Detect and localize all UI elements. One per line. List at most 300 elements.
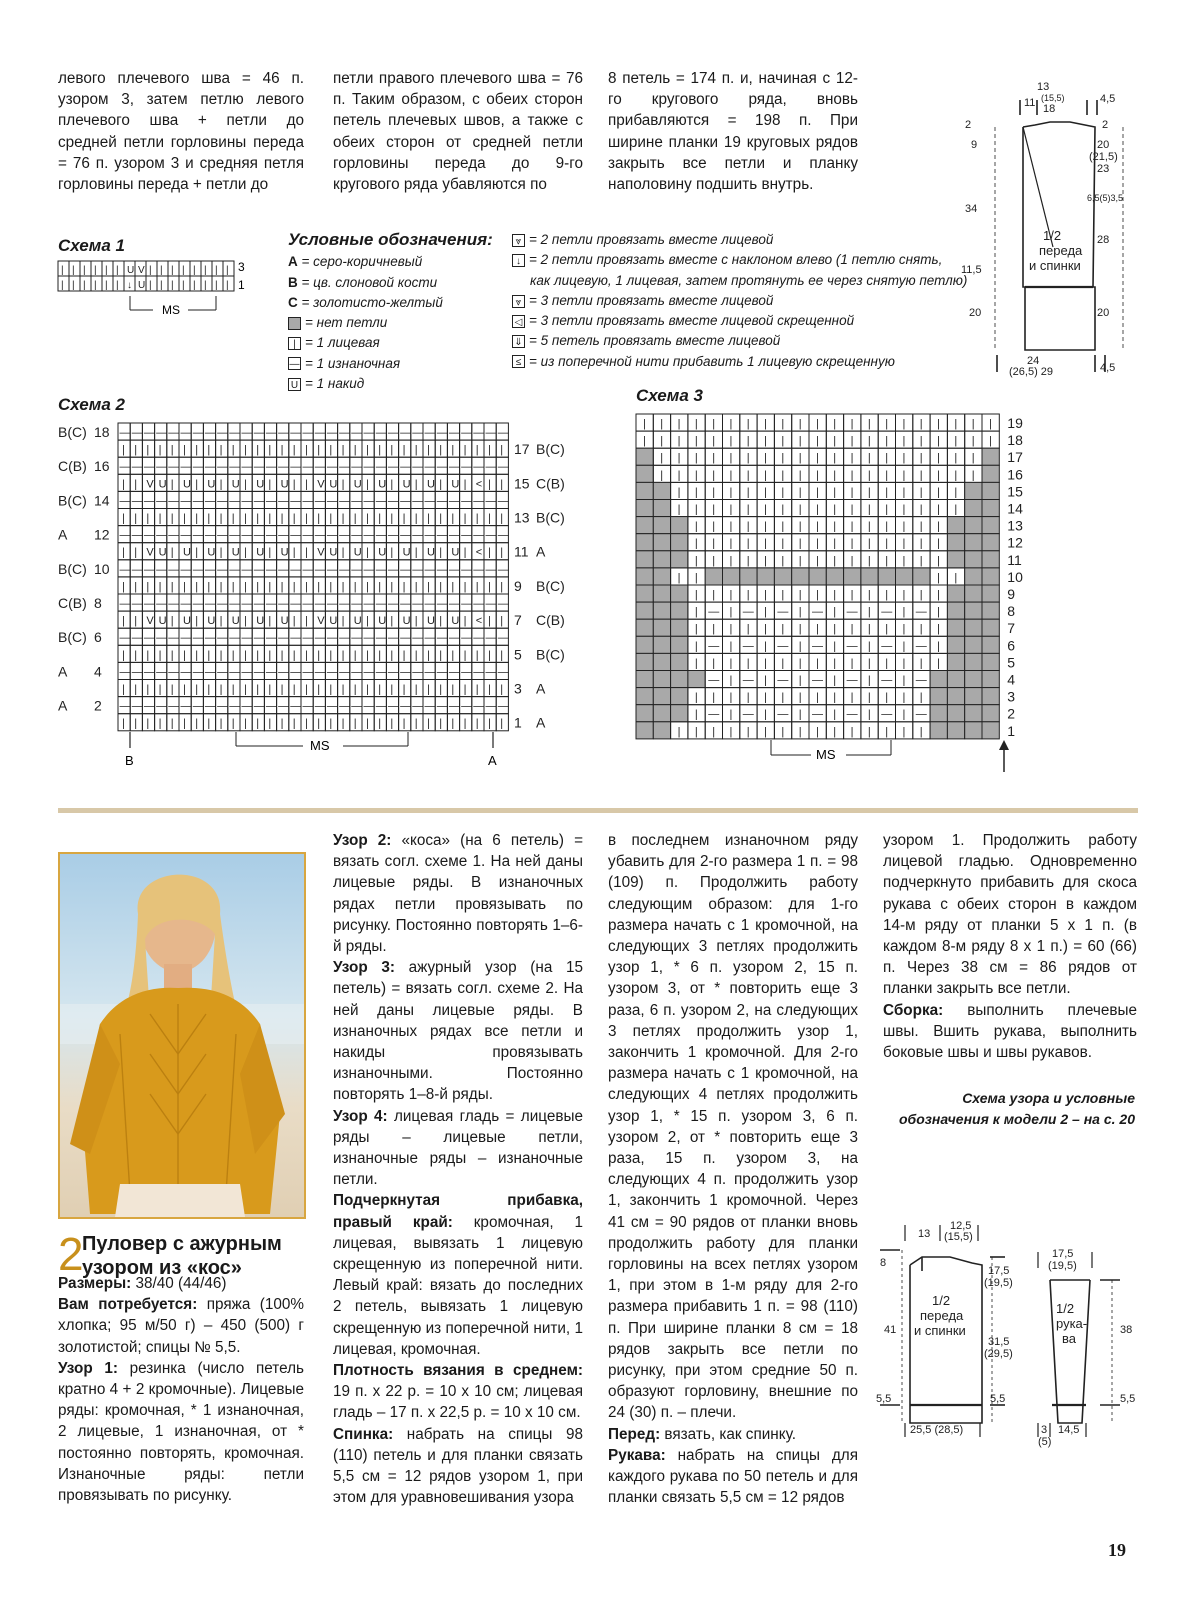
- svg-text:—: —: [156, 427, 168, 439]
- svg-text:|: |: [61, 265, 64, 276]
- svg-text:|: |: [850, 469, 854, 482]
- svg-text:|: |: [643, 418, 646, 430]
- svg-text:|: |: [677, 571, 681, 584]
- svg-text:|: |: [317, 683, 321, 696]
- svg-text:|: |: [317, 717, 321, 730]
- svg-text:—: —: [375, 632, 387, 645]
- a3-p0: в последнем изнаночном ряду убавить для 2-го размера 1 п. = 98 (109) п. Продолжить работу следующим образом: для 1-го размера начать с 1 кромочной, на следующих 3 петлях продолжить узор 1, * 6 п. узором 2, 15 п. узором 3, от * повторить еще 3 раза, 6 п. узором 2, на следующих 3 петлях продолжить узор 1, закончить 1 кромочной. Для 2-го размера начать с 1 кромочной, на следующих 4 петлях продолжить узор 1, * 15 п. узором 3, 6 п. узором 2, от * повторить еще 3 раза, 15 п. узором 3, на следующих 4 п. продолжить узор 1, закончить 1 кромочной. Через 41 см = 90 рядов от планки вновь продолжить работу для планки горловины на всех петлях узором 1, при этом в 1-м ряду для 2-го размера прибавить 1 п. = 98 (110) п. При ширине планки 8 см = 18 рядов закрыть все петли по рисунку, при этом средние 50 п. образуют горловину, внешние по 24 (30) п. – плечи.: [608, 832, 858, 1422]
- svg-text:—: —: [119, 700, 131, 713]
- s2-right-color: A: [536, 543, 546, 560]
- svg-text:|: |: [414, 683, 418, 696]
- svg-text:|: |: [414, 615, 418, 628]
- svg-text:U: U: [451, 546, 460, 559]
- a3-p2: Рукава: набрать на спицы для каждого рукава по 50 петель и для планки связать 5,5 см = 12 рядов: [608, 1446, 858, 1507]
- svg-text:—: —: [326, 495, 338, 508]
- svg-text:—: —: [461, 666, 473, 679]
- svg-text:—: —: [448, 700, 460, 713]
- svg-text:—: —: [461, 563, 473, 576]
- svg-text:|: |: [764, 435, 767, 448]
- svg-text:|: |: [712, 486, 716, 499]
- svg-text:|: |: [488, 580, 491, 593]
- legend-ssk: ↓ = 2 петли провязать вместе с наклоном влево (1 петлю снять,: [512, 250, 972, 270]
- svg-text:|: |: [816, 435, 819, 448]
- svg-text:|: |: [781, 503, 785, 516]
- svg-text:|: |: [329, 649, 333, 662]
- svg-text:|: |: [500, 478, 504, 491]
- svg-text:—: —: [473, 495, 485, 508]
- s2-right-color: A: [536, 714, 546, 731]
- s2-right-color: C(B): [536, 475, 565, 492]
- svg-text:—: —: [485, 700, 497, 713]
- svg-text:U: U: [158, 478, 167, 491]
- svg-text:—: —: [846, 708, 858, 721]
- svg-text:—: —: [461, 461, 473, 474]
- svg-text:|: |: [170, 717, 174, 730]
- svg-text:|: |: [712, 435, 716, 448]
- svg-text:|: |: [694, 503, 698, 516]
- svg-text:|: |: [329, 683, 333, 696]
- svg-text:—: —: [497, 461, 509, 474]
- svg-text:—: —: [375, 529, 387, 542]
- svg-text:|: |: [390, 512, 394, 525]
- svg-text:|: |: [954, 571, 958, 584]
- svg-text:|: |: [781, 469, 785, 482]
- svg-text:|: |: [816, 657, 819, 670]
- svg-text:|: |: [937, 418, 940, 430]
- svg-text:—: —: [143, 632, 155, 645]
- svg-text:|: |: [366, 444, 369, 457]
- svg-text:|: |: [694, 469, 698, 482]
- svg-text:—: —: [204, 598, 216, 610]
- p2-right-55: 5,5: [990, 1393, 1006, 1405]
- a2-p3: Подчеркнутая прибавка, правый край: кромочная, 1 лицевая, вывязать 1 лицевую скрещенную из поперечной нити. Левый край: вязать до последних 2 петель, вывязать 1 лицевую скрещенную из поперечной нити, 1 лицевая, кромочная.: [333, 1192, 583, 1358]
- svg-text:—: —: [448, 461, 460, 474]
- svg-text:|: |: [816, 520, 819, 533]
- svg-text:—: —: [497, 666, 509, 679]
- pattern2-size-diagram: [876, 1215, 1150, 1455]
- svg-text:|: |: [798, 554, 802, 567]
- p1-left-34: 34: [965, 203, 978, 215]
- svg-text:|: |: [219, 683, 223, 696]
- svg-text:|: |: [729, 657, 733, 670]
- svg-text:|: |: [329, 512, 333, 525]
- p1-top-45: 4,5: [1100, 93, 1116, 105]
- svg-text:U: U: [378, 478, 387, 491]
- svg-text:|: |: [885, 537, 889, 550]
- svg-text:|: |: [660, 452, 664, 465]
- svg-text:|: |: [158, 717, 162, 730]
- svg-text:—: —: [812, 640, 823, 653]
- svg-text:|: |: [833, 469, 837, 482]
- legend-k2tog: ⩔ = 2 петли провязать вместе лицевой: [512, 230, 972, 250]
- svg-text:|: |: [781, 657, 785, 670]
- svg-text:|: |: [305, 615, 308, 628]
- svg-text:—: —: [302, 598, 314, 610]
- svg-text:|: |: [116, 280, 119, 291]
- svg-text:—: —: [326, 700, 338, 713]
- svg-text:|: |: [195, 580, 199, 593]
- svg-text:|: |: [712, 452, 716, 465]
- svg-text:|: |: [134, 444, 138, 457]
- section-divider: [58, 808, 1138, 813]
- svg-text:U: U: [138, 280, 146, 291]
- svg-text:U: U: [427, 546, 435, 559]
- svg-text:|: |: [488, 717, 491, 730]
- svg-text:—: —: [204, 700, 216, 713]
- svg-text:|: |: [746, 469, 750, 482]
- svg-text:|: |: [280, 649, 284, 662]
- svg-text:|: |: [816, 418, 819, 430]
- svg-text:|: |: [475, 580, 479, 593]
- legend-knit: | = 1 лицевая: [288, 333, 518, 353]
- svg-text:—: —: [846, 606, 858, 619]
- svg-text:|: |: [317, 649, 321, 662]
- svg-text:|: |: [781, 435, 785, 448]
- svg-text:—: —: [180, 598, 192, 610]
- svg-text:|: |: [902, 520, 906, 533]
- svg-text:|: |: [244, 717, 247, 730]
- svg-text:—: —: [192, 598, 204, 610]
- svg-text:|: |: [500, 546, 504, 559]
- s2-right-num: 3: [514, 680, 522, 697]
- svg-text:|: |: [919, 520, 923, 533]
- svg-text:—: —: [156, 495, 168, 508]
- svg-text:|: |: [193, 265, 196, 276]
- svg-text:|: |: [729, 486, 733, 499]
- svg-text:|: |: [463, 580, 467, 593]
- svg-text:|: |: [451, 683, 455, 696]
- svg-text:|: |: [867, 435, 871, 448]
- svg-text:|: |: [193, 280, 196, 291]
- p2-sleeve-label-1: 1/2: [1056, 1301, 1075, 1316]
- p2-sleeve-b5: (5): [1038, 1436, 1052, 1448]
- svg-text:|: |: [902, 674, 906, 687]
- svg-text:|: |: [712, 589, 716, 601]
- svg-text:|: |: [954, 452, 958, 465]
- svg-text:|: |: [694, 435, 698, 448]
- svg-text:|: |: [764, 589, 767, 601]
- svg-text:U: U: [207, 478, 216, 491]
- svg-text:|: |: [231, 649, 235, 662]
- svg-text:|: |: [677, 452, 681, 465]
- svg-text:—: —: [119, 563, 131, 576]
- svg-text:|: |: [390, 649, 394, 662]
- svg-text:—: —: [485, 461, 497, 474]
- svg-text:—: —: [375, 427, 387, 439]
- svg-text:|: |: [902, 418, 906, 430]
- svg-text:|: |: [439, 444, 443, 457]
- svg-text:|: |: [885, 725, 889, 738]
- svg-text:|: |: [694, 486, 698, 499]
- svg-text:—: —: [217, 563, 229, 576]
- s2-left-color: B(C): [58, 629, 87, 646]
- svg-text:—: —: [326, 666, 338, 679]
- svg-text:—: —: [375, 563, 387, 576]
- svg-text:—: —: [278, 529, 290, 542]
- article-heading: Пуловер с ажурным узором из «кос»: [82, 1233, 282, 1279]
- svg-text:|: |: [729, 418, 733, 430]
- svg-text:|: |: [463, 546, 467, 559]
- svg-text:—: —: [387, 427, 399, 439]
- s3-row-label: 11: [1007, 551, 1022, 568]
- svg-text:|: |: [781, 725, 785, 738]
- svg-text:|: |: [256, 683, 260, 696]
- svg-text:|: |: [816, 452, 819, 465]
- svg-text:|: |: [781, 486, 785, 499]
- svg-text:|: |: [146, 649, 150, 662]
- svg-text:|: |: [451, 717, 455, 730]
- svg-text:—: —: [119, 632, 131, 645]
- svg-text:—: —: [436, 563, 448, 576]
- svg-text:|: |: [204, 280, 207, 291]
- svg-text:—: —: [461, 427, 473, 439]
- svg-text:—: —: [143, 427, 155, 439]
- svg-text:|: |: [850, 418, 854, 430]
- svg-text:|: |: [195, 546, 199, 559]
- svg-text:|: |: [341, 649, 345, 662]
- svg-text:—: —: [229, 529, 241, 542]
- svg-text:|: |: [816, 486, 819, 499]
- svg-text:—: —: [708, 640, 720, 653]
- svg-text:|: |: [219, 717, 223, 730]
- svg-text:|: |: [341, 478, 345, 491]
- svg-text:|: |: [729, 725, 733, 738]
- svg-text:|: |: [149, 265, 152, 276]
- svg-text:|: |: [292, 512, 296, 525]
- svg-text:|: |: [219, 444, 223, 457]
- svg-text:|: |: [694, 606, 698, 619]
- model-note: Схема узора и условные обозначения к модели 2 – на с. 20: [899, 1090, 1135, 1127]
- svg-text:—: —: [363, 632, 375, 645]
- svg-text:|: |: [122, 478, 125, 491]
- svg-text:|: |: [816, 589, 819, 601]
- a2-p0: Узор 2: «коса» (на 6 петель) = вязать согл. схеме 1. На ней даны лицевые ряды. В изнаночных рядах петли провязывать по рисунку. Постоянно повторять 1–6-й ряды.: [333, 832, 584, 956]
- svg-text:|: |: [244, 478, 247, 491]
- svg-text:—: —: [302, 666, 314, 679]
- svg-text:|: |: [694, 520, 698, 533]
- svg-text:|: |: [902, 725, 906, 738]
- svg-text:|: |: [781, 418, 785, 430]
- svg-text:|: |: [902, 589, 906, 601]
- svg-text:|: |: [463, 717, 467, 730]
- svg-text:—: —: [314, 666, 326, 679]
- s3-row-label: 17: [1007, 449, 1023, 466]
- svg-text:—: —: [400, 495, 412, 508]
- svg-text:|: |: [833, 452, 837, 465]
- svg-text:|: |: [694, 537, 698, 550]
- svg-text:—: —: [204, 632, 216, 645]
- svg-text:|: |: [183, 444, 186, 457]
- svg-text:|: |: [694, 418, 698, 430]
- svg-text:|: |: [937, 435, 940, 448]
- svg-text:|: |: [268, 580, 272, 593]
- svg-text:—: —: [265, 700, 277, 713]
- svg-text:—: —: [241, 461, 253, 474]
- svg-text:U: U: [451, 478, 460, 491]
- svg-text:—: —: [326, 529, 338, 542]
- schema3-grid: [636, 410, 1056, 780]
- svg-text:|: |: [729, 469, 733, 482]
- svg-text:—: —: [387, 461, 399, 474]
- svg-text:|: |: [488, 478, 491, 491]
- svg-text:U: U: [158, 615, 167, 628]
- svg-text:|: |: [867, 486, 871, 499]
- svg-text:|: |: [195, 512, 199, 525]
- svg-text:|: |: [183, 512, 186, 525]
- svg-text:—: —: [387, 598, 399, 610]
- svg-text:—: —: [217, 666, 229, 679]
- svg-text:|: |: [317, 512, 321, 525]
- svg-text:|: |: [937, 537, 940, 550]
- svg-text:|: |: [341, 444, 345, 457]
- svg-text:—: —: [119, 666, 131, 679]
- svg-text:—: —: [424, 598, 436, 610]
- svg-text:|: |: [341, 683, 345, 696]
- svg-text:—: —: [265, 632, 277, 645]
- k2tog-icon: ⩔: [512, 234, 525, 247]
- svg-text:|: |: [937, 520, 940, 533]
- svg-text:—: —: [473, 700, 485, 713]
- svg-text:—: —: [326, 632, 338, 645]
- svg-text:|: |: [83, 280, 86, 291]
- svg-text:—: —: [168, 495, 180, 508]
- svg-text:|: |: [729, 435, 733, 448]
- svg-text:|: |: [919, 435, 923, 448]
- svg-text:|: |: [764, 520, 767, 533]
- svg-text:|: |: [850, 657, 854, 670]
- svg-text:—: —: [156, 598, 168, 610]
- svg-text:|: |: [256, 717, 260, 730]
- svg-text:|: |: [833, 554, 837, 567]
- svg-text:—: —: [217, 632, 229, 645]
- svg-text:—: —: [424, 495, 436, 508]
- svg-text:U: U: [353, 546, 362, 559]
- a1-sizes: Размеры: 38/40 (44/46): [58, 1275, 227, 1292]
- svg-text:|: |: [919, 691, 923, 704]
- svg-text:|: |: [439, 478, 443, 491]
- svg-text:—: —: [204, 529, 216, 542]
- svg-text:—: —: [302, 700, 314, 713]
- svg-text:—: —: [708, 674, 720, 687]
- s3-row-label: 12: [1007, 534, 1023, 551]
- p1-left-2: 2: [965, 119, 972, 131]
- p2-top-155: (15,5): [944, 1231, 973, 1243]
- svg-text:—: —: [253, 461, 265, 474]
- svg-text:|: |: [729, 623, 733, 636]
- svg-text:—: —: [461, 529, 473, 542]
- svg-text:|: |: [170, 615, 174, 628]
- svg-text:|: |: [694, 691, 698, 704]
- svg-text:|: |: [919, 554, 923, 567]
- svg-text:|: |: [937, 606, 940, 619]
- svg-text:|: |: [170, 580, 174, 593]
- svg-text:|: |: [902, 708, 906, 721]
- svg-text:—: —: [278, 563, 290, 576]
- svg-text:|: |: [764, 640, 767, 653]
- svg-text:—: —: [473, 529, 485, 542]
- svg-text:—: —: [302, 529, 314, 542]
- svg-text:|: |: [268, 615, 272, 628]
- svg-text:|: |: [463, 512, 467, 525]
- svg-text:|: |: [305, 478, 308, 491]
- svg-text:|: |: [94, 265, 97, 276]
- svg-text:—: —: [339, 461, 351, 474]
- svg-text:|: |: [746, 623, 750, 636]
- svg-text:—: —: [485, 495, 497, 508]
- svg-text:—: —: [400, 632, 412, 645]
- svg-text:|: |: [402, 580, 406, 593]
- svg-text:|: |: [798, 606, 802, 619]
- p1-right-28: 28: [1097, 234, 1110, 246]
- schema1-grid: [58, 258, 258, 320]
- svg-text:—: —: [436, 461, 448, 474]
- svg-text:|: |: [305, 512, 308, 525]
- svg-text:—: —: [143, 563, 155, 576]
- svg-text:—: —: [742, 674, 754, 687]
- svg-text:—: —: [497, 495, 509, 508]
- svg-text:|: |: [341, 546, 345, 559]
- svg-text:|: |: [402, 512, 406, 525]
- svg-text:|: |: [427, 683, 430, 696]
- p1-label-1: 1/2: [1043, 228, 1062, 243]
- svg-text:—: —: [812, 708, 823, 721]
- svg-text:|: |: [746, 589, 750, 601]
- svg-text:|: |: [475, 683, 479, 696]
- svg-text:|: |: [937, 486, 940, 499]
- svg-text:—: —: [387, 529, 399, 542]
- gray-square-icon: [288, 317, 301, 330]
- svg-text:|: |: [366, 580, 369, 593]
- svg-text:—: —: [375, 666, 387, 679]
- s3-row-label: 7: [1007, 620, 1016, 637]
- svg-text:—: —: [192, 495, 204, 508]
- svg-text:|: |: [954, 469, 958, 482]
- svg-text:|: |: [729, 606, 733, 619]
- svg-text:U: U: [329, 546, 338, 559]
- svg-text:U: U: [280, 546, 289, 559]
- svg-text:|: |: [160, 265, 163, 276]
- p1-right-23: 23: [1097, 163, 1110, 175]
- k3tog-tbl-icon: ◁: [512, 315, 525, 328]
- s2-left-color: A: [58, 526, 68, 543]
- s3-row-label: 6: [1007, 637, 1016, 654]
- svg-text:|: |: [798, 520, 802, 533]
- svg-text:U: U: [231, 546, 240, 559]
- svg-text:|: |: [867, 554, 871, 567]
- svg-text:—: —: [915, 606, 927, 619]
- svg-text:|: |: [919, 452, 923, 465]
- svg-text:|: |: [366, 683, 369, 696]
- svg-text:—: —: [290, 495, 302, 508]
- svg-text:—: —: [400, 529, 412, 542]
- svg-text:|: |: [170, 512, 174, 525]
- p2-right-295: (29,5): [984, 1348, 1013, 1360]
- svg-text:|: |: [677, 469, 681, 482]
- svg-text:|: |: [378, 512, 382, 525]
- svg-text:|: |: [902, 640, 906, 653]
- svg-text:|: |: [134, 683, 138, 696]
- svg-text:|: |: [902, 691, 906, 704]
- svg-text:—: —: [351, 495, 363, 508]
- svg-text:|: |: [414, 649, 418, 662]
- svg-text:—: —: [168, 700, 180, 713]
- svg-text:|: |: [833, 691, 837, 704]
- svg-text:U: U: [256, 478, 265, 491]
- svg-text:—: —: [253, 427, 265, 439]
- svg-text:|: |: [902, 486, 906, 499]
- svg-text:—: —: [192, 632, 204, 645]
- svg-text:—: —: [363, 461, 375, 474]
